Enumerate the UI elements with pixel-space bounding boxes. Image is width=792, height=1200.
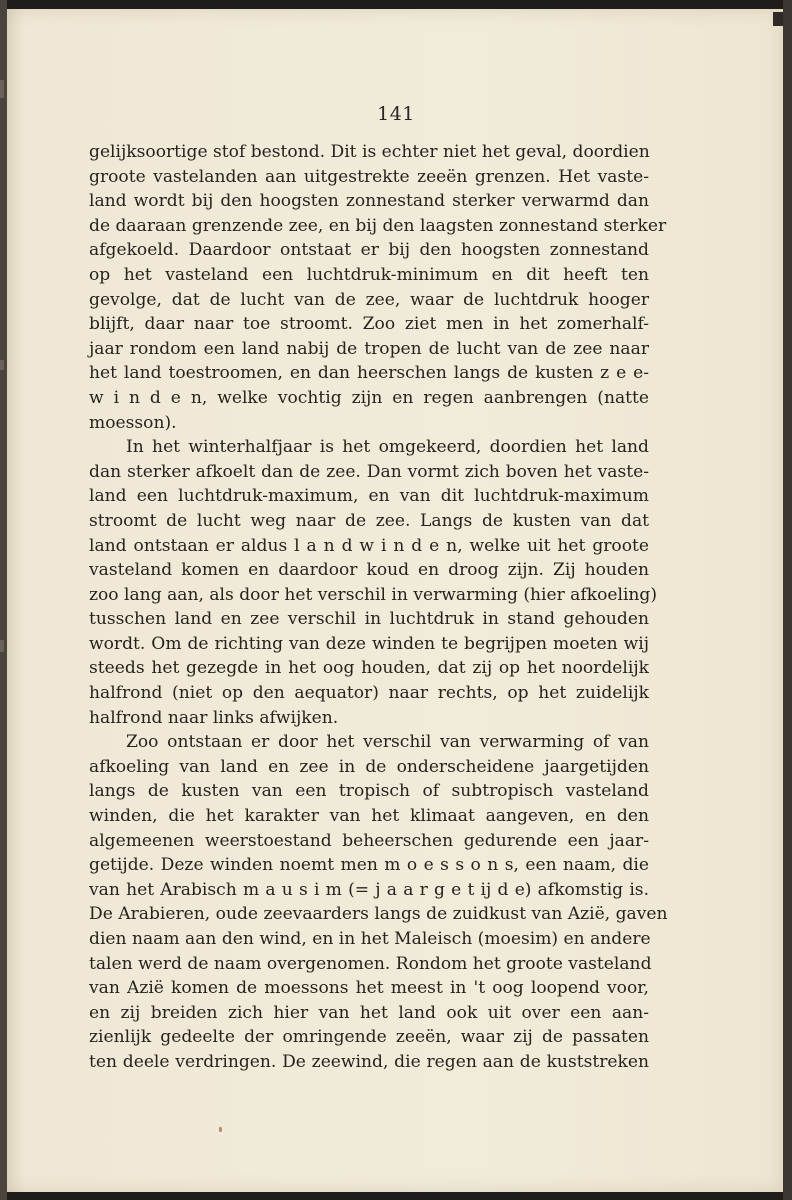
text-line: land een luchtdruk-maximum, en van dit luchtdruk-maximum xyxy=(89,486,649,507)
paper-speck xyxy=(219,1127,222,1132)
text-line: afkoeling van land en zee in de onderscheidene jaargetijden xyxy=(89,756,649,777)
text-line: land wordt bij den hoogsten zonnestand sterker verwarmd dan xyxy=(89,191,649,212)
text-line: zienlijk gedeelte der omringende zeeën, waar zij de passaten xyxy=(89,1027,649,1048)
text-line: gevolge, dat de lucht van de zee, waar de luchtdruk hooger xyxy=(89,289,649,310)
text-line: de daaraan grenzende zee, en bij den laagsten zonnestand sterker xyxy=(89,215,667,236)
paragraph-end-line: halfrond naar links afwijken. xyxy=(89,707,339,728)
text-line: langs de kusten van een tropisch of subtropisch vasteland xyxy=(89,781,649,802)
text-line: steeds het gezegde in het oog houden, dat zij op het noordelijk xyxy=(89,658,649,679)
text-line: blijft, daar naar toe stroomt. Zoo ziet men in het zomerhalf- xyxy=(89,314,649,335)
text-line: dien naam aan den wind, en in het Maleisch (moesim) en andere xyxy=(89,929,651,949)
text-line: getijde. Deze winden noemt men m o e s s o n s, een naam, die xyxy=(89,855,649,876)
text-line: tusschen land en zee verschil in luchtdruk in stand gehouden xyxy=(89,609,649,630)
text-line: De Arabieren, oude zeevaarders langs de zuidkust van Azië, gaven xyxy=(89,904,668,925)
paragraph-start-line: In het winterhalfjaar is het omgekeerd, doordien het land xyxy=(126,437,649,458)
text-line: het land toestroomen, en dan heerschen langs de kusten z e e- xyxy=(89,363,649,384)
text-line: gelijksoortige stof bestond. Dit is echter niet het geval, doordien xyxy=(89,142,650,162)
paragraph-start-line: Zoo ontstaan er door het verschil van verwarming of van xyxy=(126,732,649,753)
text-line: en zij breiden zich hier van het land ook uit over een aan- xyxy=(89,1002,649,1023)
left-edge-mark xyxy=(0,360,4,370)
text-line: halfrond (niet op den aequator) naar rechts, op het zuidelijk xyxy=(89,683,649,704)
left-binding-edge xyxy=(0,0,7,1200)
text-line: winden, die het karakter van het klimaat aangeven, en den xyxy=(89,806,649,827)
text-line: zoo lang aan, als door het verschil in verwarming (hier afkoeling) xyxy=(89,584,658,605)
text-line: op het vasteland een luchtdruk-minimum en dit heeft ten xyxy=(89,264,649,285)
text-line: algemeenen weerstoestand beheerschen gedurende een jaar- xyxy=(89,830,649,851)
text-line: groote vastelanden aan uitgestrekte zeeën grenzen. Het vaste- xyxy=(89,166,649,187)
text-line: van het Arabisch m a u s i m (= j a a r g e t ij d e) afkomstig is. xyxy=(89,879,649,900)
text-line: ten deele verdringen. De zeewind, die regen aan de kuststreken xyxy=(89,1051,649,1072)
text-line: vasteland komen en daardoor koud en droog zijn. Zij houden xyxy=(89,560,649,581)
text-line: w i n d e n, welke vochtig zijn en regen aanbrengen (natte xyxy=(89,387,649,408)
text-line: land ontstaan er aldus l a n d w i n d e n, welke uit het groote xyxy=(89,535,649,556)
paragraph-end-line: moesson). xyxy=(89,412,177,433)
text-line: wordt. Om de richting van deze winden te begrijpen moeten wij xyxy=(89,633,649,654)
left-edge-mark xyxy=(0,640,4,652)
right-binding-edge xyxy=(783,0,792,1200)
text-line: afgekoeld. Daardoor ontstaat er bij den hoogsten zonnestand xyxy=(89,240,649,261)
page-corner-mark xyxy=(773,12,783,26)
text-line: dan sterker afkoelt dan de zee. Dan vormt zich boven het vaste- xyxy=(89,461,649,482)
text-line: van Azië komen de moessons het meest in 't oog loopend voor, xyxy=(89,978,649,999)
left-edge-mark xyxy=(0,80,4,98)
text-line: stroomt de lucht weg naar de zee. Langs de kusten van dat xyxy=(89,510,649,531)
body-text xyxy=(89,140,668,1075)
text-line: talen werd de naam overgenomen. Rondom het groote vasteland xyxy=(89,953,652,974)
text-line: jaar rondom een land nabij de tropen de lucht van de zee naar xyxy=(89,338,649,359)
page-number: 141 xyxy=(377,103,415,125)
